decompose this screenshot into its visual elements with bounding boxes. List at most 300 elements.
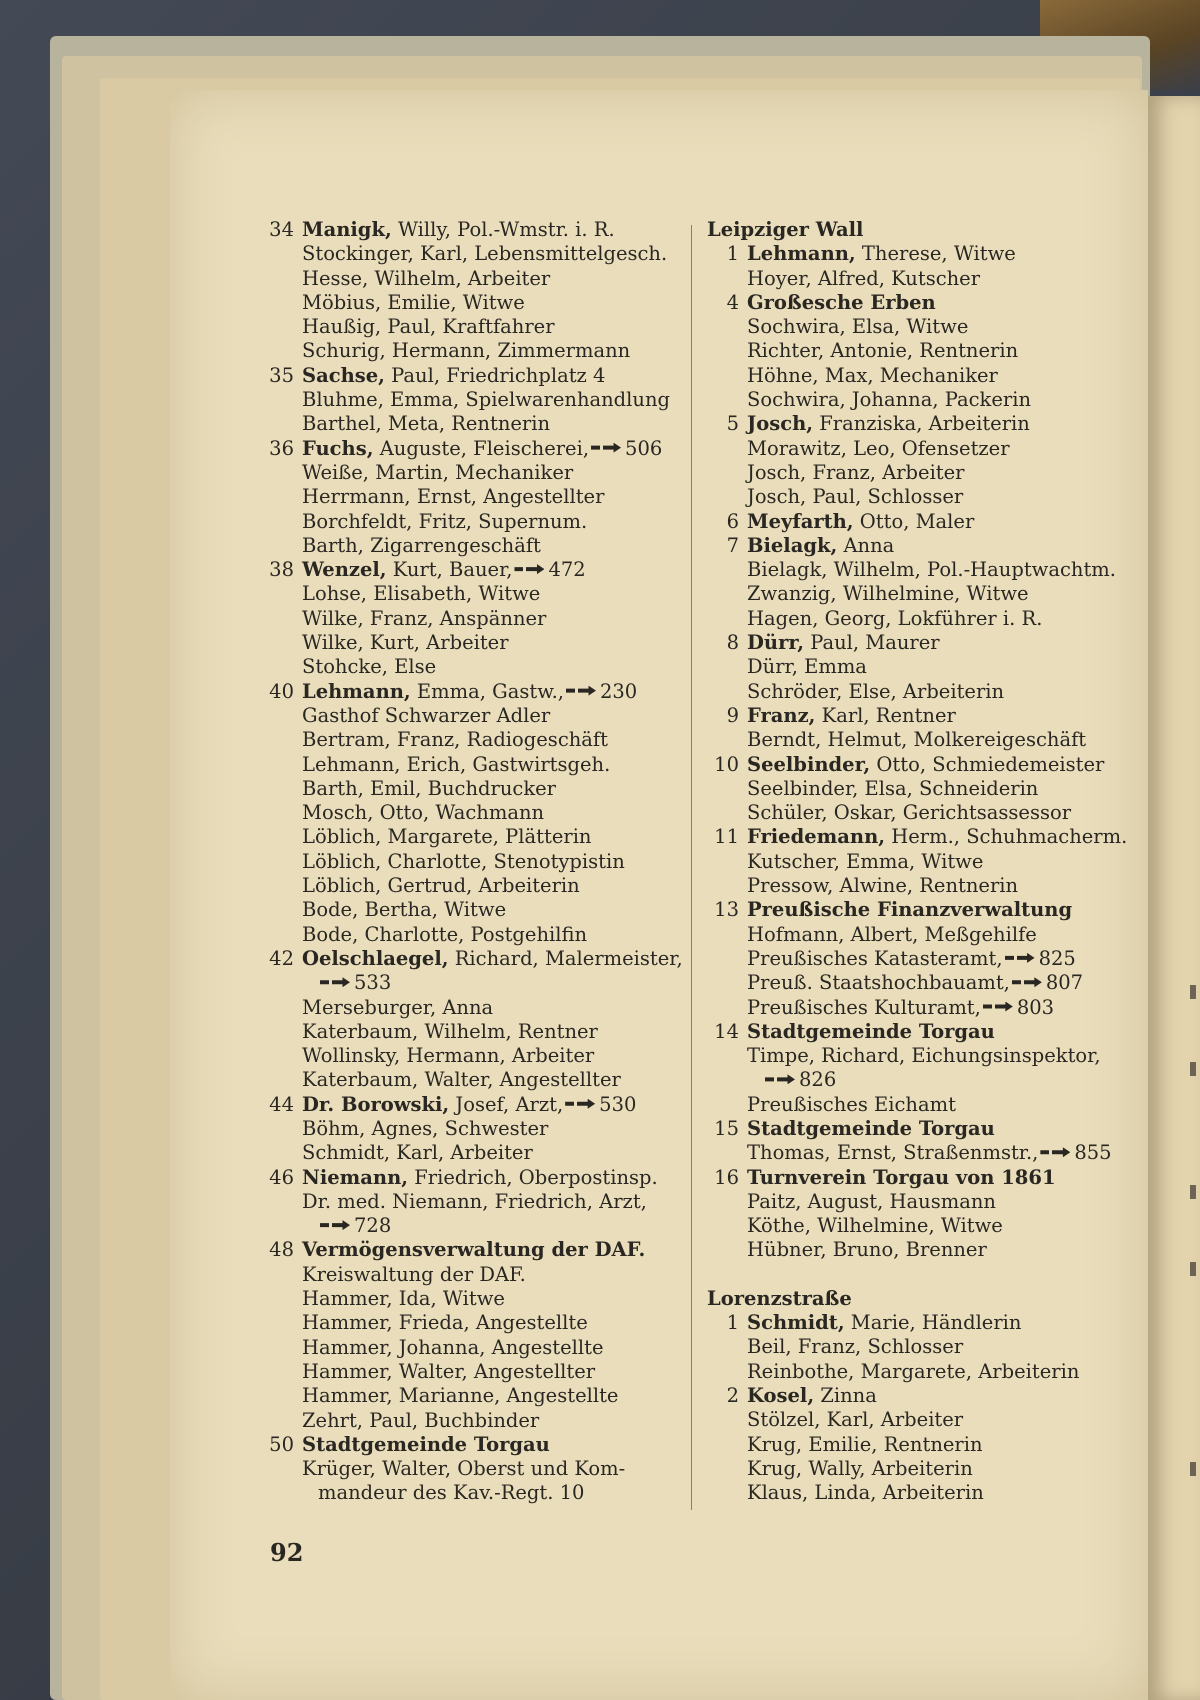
listing-text (302, 971, 692, 995)
listing-text (747, 412, 1137, 436)
listing-text (302, 388, 692, 412)
resident-text: Dr. med. Niemann, Friedrich, Arzt, (302, 1189, 647, 1213)
listing-row (262, 1360, 692, 1384)
resident-text: Paitz, August, Hausmann (747, 1189, 996, 1213)
phone-number: 472 (548, 558, 586, 582)
listing-text (747, 1457, 1137, 1481)
listing-row (262, 898, 692, 922)
owner-details: Marie, Händlerin (844, 1311, 1022, 1335)
house-number: 7 (726, 533, 739, 557)
house-number (707, 364, 747, 388)
owner-name: Kosel, (747, 1383, 815, 1407)
house-number (262, 777, 302, 801)
listing-row (262, 461, 692, 485)
listing-text (302, 1384, 692, 1408)
listing-row (707, 242, 1137, 266)
resident-text: Möbius, Emilie, Witwe (302, 290, 525, 314)
house-number (262, 485, 302, 509)
listing-text (302, 607, 692, 631)
listing-text (302, 704, 692, 728)
listing-row (262, 680, 692, 704)
phone-number: 533 (354, 971, 392, 995)
listing-row (262, 1287, 692, 1311)
house-number (707, 874, 747, 898)
resident-text: Preußisches Eichamt (747, 1092, 956, 1116)
listing-row (707, 1481, 1137, 1505)
street-name: Leipziger Wall (707, 218, 864, 241)
house-number (262, 607, 302, 631)
resident-text: Katerbaum, Walter, Angestellter (302, 1068, 621, 1092)
listing-text (747, 655, 1137, 679)
listing-row (707, 364, 1137, 388)
house-number (707, 437, 747, 461)
house-number: 4 (726, 290, 739, 314)
resident-text: Dürr, Emma (747, 655, 867, 679)
listing-text (747, 388, 1137, 412)
listing-text (747, 1433, 1137, 1457)
listing-row (707, 461, 1137, 485)
listing-text (302, 1457, 692, 1481)
listing-row (262, 510, 692, 534)
owner-name: Fuchs, (302, 436, 374, 460)
listing-text (302, 947, 692, 971)
resident-text: Haußig, Paul, Kraftfahrer (302, 315, 555, 339)
house-number (707, 607, 747, 631)
owner-details: Paul, Maurer (804, 631, 940, 655)
listing-row (262, 1020, 692, 1044)
resident-text: Preußisches Kulturamt, (747, 995, 981, 1019)
resident-text: Bertram, Franz, Radiogeschäft (302, 728, 608, 752)
house-number (707, 680, 747, 704)
listing-text (747, 485, 1137, 509)
resident-text: Beil, Franz, Schlosser (747, 1335, 964, 1359)
resident-text: Josch, Franz, Arbeiter (747, 460, 965, 484)
owner-name: Niemann, (302, 1165, 409, 1189)
listing-row (707, 582, 1137, 606)
owner-name: Preußische Finanzverwaltung (747, 898, 1073, 922)
telephone-icon (320, 977, 350, 987)
resident-text: mandeur des Kav.-Regt. 10 (318, 1481, 585, 1505)
resident-text: Schüler, Oskar, Gerichtsassessor (747, 801, 1072, 825)
house-number: 13 (714, 898, 739, 922)
owner-name: Wenzel, (302, 558, 387, 582)
listing-row (262, 874, 692, 898)
listing-row (707, 1044, 1137, 1068)
resident-text: Krug, Wally, Arbeiterin (747, 1456, 973, 1480)
listing-row (262, 1311, 692, 1335)
listing-row (262, 607, 692, 631)
listing-text (302, 996, 692, 1020)
resident-text: Bode, Charlotte, Postgehilfin (302, 922, 588, 946)
listing-text (747, 753, 1137, 777)
listing-row (262, 923, 692, 947)
house-number (707, 1433, 747, 1457)
listing-row (262, 850, 692, 874)
listing-row (707, 777, 1137, 801)
house-number (707, 1481, 747, 1505)
listing-row (707, 1093, 1137, 1117)
listing-text (747, 1020, 1137, 1044)
listing-row (262, 1409, 692, 1433)
listing-row (262, 1190, 692, 1214)
listing-row (707, 996, 1137, 1020)
listing-text (747, 267, 1137, 291)
resident-text: Kutscher, Emma, Witwe (747, 849, 984, 873)
telephone-icon (765, 1074, 795, 1084)
listing-text (747, 1238, 1137, 1262)
listing-text (747, 291, 1137, 315)
resident-text: Stockinger, Karl, Lebensmittelgesch. (302, 242, 668, 266)
listing-text (302, 558, 692, 582)
resident-text: Lehmann, Erich, Gastwirtsgeh. (302, 752, 611, 776)
listing-text (747, 704, 1137, 728)
listing-row (707, 1068, 1137, 1092)
listing-text (302, 1190, 692, 1214)
listing-row (707, 947, 1137, 971)
street-name: Lorenzstraße (707, 1286, 852, 1310)
house-number (262, 631, 302, 655)
house-number (262, 412, 302, 436)
listing-row (707, 1335, 1137, 1359)
listing-row (262, 825, 692, 849)
listing-text (302, 534, 692, 558)
house-number: 50 (269, 1432, 294, 1456)
listing-text (747, 825, 1137, 849)
house-number (707, 582, 747, 606)
listing-text (302, 874, 692, 898)
house-number (262, 850, 302, 874)
listing-text (747, 1311, 1137, 1335)
resident-text: Höhne, Max, Mechaniker (747, 363, 998, 387)
house-number (262, 825, 302, 849)
listing-text (302, 898, 692, 922)
owner-name: Stadtgemeinde Torgau (302, 1432, 550, 1456)
listing-text (747, 1360, 1137, 1384)
house-number: 40 (269, 679, 294, 703)
house-number (707, 971, 747, 995)
house-number (262, 534, 302, 558)
listing-text (747, 874, 1137, 898)
listing-text (747, 850, 1137, 874)
owner-name: Stadtgemeinde Torgau (747, 1019, 995, 1043)
listing-text (302, 1166, 692, 1190)
house-number: 1 (726, 1311, 739, 1335)
owner-name: Lehmann, (302, 679, 411, 703)
house-number: 42 (269, 946, 294, 970)
resident-text: Weiße, Martin, Mechaniker (302, 460, 574, 484)
listing-row (262, 655, 692, 679)
house-number (707, 801, 747, 825)
listing-text (302, 437, 692, 461)
listing-text (747, 461, 1137, 485)
listing-row (707, 485, 1137, 509)
resident-text: Merseburger, Anna (302, 995, 494, 1019)
listing-row (707, 291, 1137, 315)
listing-row (262, 1433, 692, 1457)
owner-details: Anna (837, 533, 895, 557)
house-number: 34 (269, 218, 294, 241)
listing-row (262, 1214, 692, 1238)
listing-text (302, 364, 692, 388)
owner-name: Dürr, (747, 631, 805, 655)
listing-text (302, 1093, 692, 1117)
house-number (262, 1141, 302, 1165)
owner-details: Josef, Arzt, (449, 1092, 564, 1116)
house-number (262, 510, 302, 534)
owner-details: Karl, Rentner (815, 703, 956, 727)
listing-row (262, 437, 692, 461)
owner-details: Kurt, Bauer, (386, 558, 513, 582)
resident-text: Löblich, Gertrud, Arbeiterin (302, 874, 580, 898)
listing-text (747, 728, 1137, 752)
house-number (262, 1020, 302, 1044)
house-number (707, 315, 747, 339)
listing-row (262, 364, 692, 388)
listing-row (707, 510, 1137, 534)
house-number: 46 (269, 1165, 294, 1189)
house-number (262, 898, 302, 922)
listing-text (747, 1481, 1137, 1505)
resident-text: Barth, Emil, Buchdrucker (302, 776, 556, 800)
resident-text: Hammer, Ida, Witwe (302, 1287, 505, 1311)
house-number: 1 (726, 242, 739, 266)
resident-text: Hammer, Walter, Angestellter (302, 1359, 596, 1383)
listing-row (707, 1384, 1137, 1408)
house-number: 14 (714, 1019, 739, 1043)
house-number (262, 1384, 302, 1408)
phone-number: 803 (1016, 995, 1055, 1019)
telephone-icon (1012, 977, 1042, 987)
owner-name: Turnverein Torgau von 1861 (747, 1165, 1056, 1189)
section-gap (707, 1263, 1137, 1287)
listing-row (262, 291, 692, 315)
facing-page-number-fragment (1190, 1262, 1196, 1276)
listing-text (302, 485, 692, 509)
listing-text (707, 1287, 1137, 1311)
resident-text: Löblich, Margarete, Plätterin (302, 825, 592, 849)
house-number: 6 (726, 509, 739, 533)
listing-text (747, 534, 1137, 558)
resident-text: Pressow, Alwine, Rentnerin (747, 874, 1019, 898)
listing-row (262, 534, 692, 558)
resident-text: Krug, Emilie, Rentnerin (747, 1432, 983, 1456)
listing-row (262, 753, 692, 777)
listing-row (262, 1457, 692, 1481)
owner-name: Josch, (747, 412, 814, 436)
listing-row (707, 1360, 1137, 1384)
resident-text: Bode, Bertha, Witwe (302, 898, 507, 922)
listing-text (747, 680, 1137, 704)
resident-text: Preußisches Katasteramt, (747, 946, 1003, 970)
listing-row (262, 1263, 692, 1287)
house-number (262, 874, 302, 898)
house-number (707, 850, 747, 874)
owner-details: Otto, Schmiedemeister (870, 752, 1105, 776)
house-number (262, 1263, 302, 1287)
resident-text: Hammer, Marianne, Angestellte (302, 1384, 619, 1408)
resident-text: Timpe, Richard, Eichungsinspektor, (747, 1044, 1101, 1068)
house-number (262, 996, 302, 1020)
listing-row (707, 874, 1137, 898)
house-number (707, 1360, 747, 1384)
listing-text (302, 582, 692, 606)
resident-text: Bluhme, Emma, Spielwarenhandlung (302, 388, 671, 412)
resident-text: Borchfeldt, Fritz, Supernum. (302, 509, 588, 533)
listing-text (747, 1166, 1137, 1190)
listing-text (747, 631, 1137, 655)
listing-row (262, 1166, 692, 1190)
listing-row (262, 971, 692, 995)
column-divider (691, 225, 692, 1510)
listing-text (302, 777, 692, 801)
listing-text (302, 923, 692, 947)
listing-row (707, 339, 1137, 363)
listing-row (707, 971, 1137, 995)
house-number (262, 461, 302, 485)
owner-details: Willy, Pol.-Wmstr. i. R. (391, 218, 615, 241)
owner-name: Sachse, (302, 363, 385, 387)
listing-text (747, 996, 1137, 1020)
owner-details: Herm., Schuhmacherm. (885, 825, 1128, 849)
owner-details: Zinna (814, 1383, 877, 1407)
listing-row (262, 1481, 692, 1505)
listing-text (302, 291, 692, 315)
house-number (707, 728, 747, 752)
house-number (262, 582, 302, 606)
listing-row (707, 1408, 1137, 1432)
resident-text: Stohcke, Else (302, 655, 437, 679)
listing-text (747, 607, 1137, 631)
house-number: 48 (269, 1238, 294, 1262)
phone-number: 506 (625, 436, 663, 460)
owner-details: Therese, Witwe (855, 242, 1016, 266)
listing-text (747, 339, 1137, 363)
house-number: 44 (269, 1092, 294, 1116)
resident-text: Sochwira, Johanna, Packerin (747, 388, 1031, 412)
house-number: 5 (726, 412, 739, 436)
resident-text: Schurig, Hermann, Zimmermann (302, 339, 631, 363)
listing-text (747, 1117, 1137, 1141)
house-number (262, 1360, 302, 1384)
listing-text (302, 1336, 692, 1360)
listing-row (262, 218, 692, 242)
phone-number: 530 (599, 1092, 637, 1116)
listing-row (707, 1190, 1137, 1214)
house-number: 10 (714, 752, 739, 776)
listing-text (302, 218, 692, 242)
house-number (707, 1457, 747, 1481)
listing-text (302, 850, 692, 874)
telephone-icon (566, 686, 596, 696)
listing-row (707, 1020, 1137, 1044)
resident-text: Barthel, Meta, Rentnerin (302, 412, 551, 436)
listing-row (707, 1214, 1137, 1238)
house-number: 38 (269, 558, 294, 582)
listing-text (747, 364, 1137, 388)
listing-row (707, 534, 1137, 558)
listing-row (707, 437, 1137, 461)
listing-text (707, 218, 1137, 242)
resident-text: Hübner, Bruno, Brenner (747, 1238, 987, 1262)
house-number (707, 923, 747, 947)
listing-row (262, 242, 692, 266)
listing-text (747, 1408, 1137, 1432)
listing-row (707, 753, 1137, 777)
listing-row (707, 388, 1137, 412)
owner-details: Emma, Gastw., (410, 679, 564, 703)
house-number (707, 947, 747, 971)
listing-text (302, 339, 692, 363)
house-number (707, 1190, 747, 1214)
listing-row (707, 1311, 1137, 1335)
listing-text (302, 1263, 692, 1287)
owner-details: Auguste, Fleischerei, (373, 436, 590, 460)
listing-row (262, 631, 692, 655)
house-number (262, 1117, 302, 1141)
listing-row (707, 607, 1137, 631)
house-number (707, 996, 747, 1020)
listing-text (302, 412, 692, 436)
left-column (262, 218, 692, 1506)
resident-text: Hammer, Frieda, Angestellte (302, 1311, 588, 1335)
listing-row (262, 1336, 692, 1360)
house-number: 8 (726, 631, 739, 655)
phone-number: 826 (799, 1068, 837, 1092)
house-number (262, 1214, 302, 1238)
owner-details: Paul, Friedrichplatz 4 (384, 363, 606, 387)
house-number: 36 (269, 436, 294, 460)
resident-text: Preuß. Staatshochbauamt, (747, 971, 1010, 995)
house-number (707, 1408, 747, 1432)
resident-text: Köthe, Wilhelmine, Witwe (747, 1214, 1003, 1238)
listing-row (262, 996, 692, 1020)
listing-row (707, 315, 1137, 339)
listing-text (747, 1214, 1137, 1238)
house-number (707, 1141, 747, 1165)
listing-text (302, 1481, 692, 1505)
owner-details: Richard, Malermeister, (448, 946, 683, 970)
resident-text: Hammer, Johanna, Angestellte (302, 1335, 604, 1359)
resident-text: Zehrt, Paul, Buchbinder (302, 1408, 540, 1432)
resident-text: Mosch, Otto, Wachmann (302, 801, 545, 825)
house-number (262, 1457, 302, 1481)
listing-text (302, 1409, 692, 1433)
listing-row (707, 850, 1137, 874)
house-number: 35 (269, 363, 294, 387)
listing-text (302, 461, 692, 485)
house-number (262, 753, 302, 777)
street-heading (707, 1287, 1137, 1311)
house-number (262, 971, 302, 995)
facing-page-number-fragment (1190, 985, 1196, 999)
house-number: 11 (714, 825, 739, 849)
listing-row (707, 631, 1137, 655)
listing-row (262, 485, 692, 509)
listing-text (747, 1044, 1137, 1068)
house-number (262, 1044, 302, 1068)
listing-row (262, 777, 692, 801)
listing-text (302, 1117, 692, 1141)
listing-row (262, 315, 692, 339)
listing-text (747, 947, 1137, 971)
house-number (262, 1311, 302, 1335)
owner-name: Großesche Erben (747, 290, 936, 314)
listing-row (262, 267, 692, 291)
listing-row (262, 947, 692, 971)
listing-text (302, 680, 692, 704)
house-number (262, 801, 302, 825)
resident-text: Berndt, Helmut, Molkereigeschäft (747, 728, 1087, 752)
